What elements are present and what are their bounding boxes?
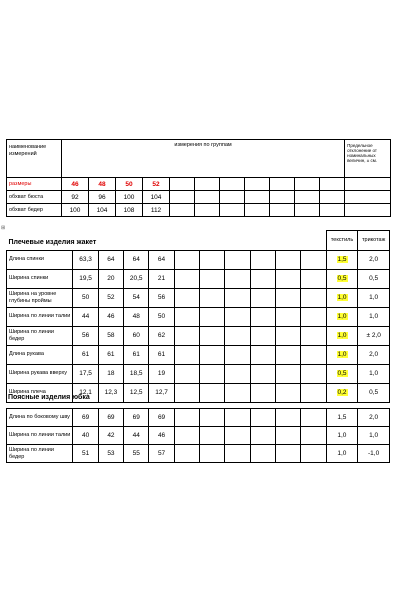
- tolerance-knit: ± 2,0: [358, 326, 390, 345]
- cell-value: 44: [124, 427, 149, 445]
- cell-value: 56: [149, 288, 174, 307]
- row-label: Ширина по линии бедер: [7, 445, 73, 463]
- cell-value: 18,5: [124, 364, 149, 383]
- tolerance-knit: 2,0: [358, 345, 390, 364]
- cell-value: 57: [149, 445, 174, 463]
- section-title-skirt: Поясные изделия юбка: [8, 394, 90, 401]
- row-label: Длина рукава: [7, 345, 73, 364]
- cell-value: 46: [98, 307, 123, 326]
- sizes-row: [7, 178, 391, 191]
- cell-value: 104: [143, 191, 170, 204]
- cell-value: 20: [98, 269, 123, 288]
- table-row: [7, 250, 390, 269]
- header-measurement-name: наименование измерений: [7, 140, 62, 178]
- tolerance-knit: 2,0: [358, 250, 390, 269]
- cell-value: 54: [124, 288, 149, 307]
- size-value: 52: [143, 178, 170, 191]
- cell-value: 56: [73, 326, 98, 345]
- cell-value: 64: [149, 250, 174, 269]
- tolerance-knit: 1,0: [358, 427, 390, 445]
- row-label: обхват бюста: [7, 191, 62, 204]
- col-header-textile: текстиль: [326, 231, 358, 251]
- table-row: [7, 364, 390, 383]
- row-label: Ширина рукава вверху: [7, 364, 73, 383]
- cell-value: 69: [98, 409, 123, 427]
- cell-value: 17,5: [73, 364, 98, 383]
- cell-value: 62: [149, 326, 174, 345]
- cell-value: 64: [98, 250, 123, 269]
- cell-value: 61: [149, 345, 174, 364]
- cell-value: 69: [149, 409, 174, 427]
- row-label: Длина по боковому шву: [7, 409, 73, 427]
- cell-value: 53: [98, 445, 123, 463]
- table-row: [7, 307, 390, 326]
- cell-value: 69: [73, 409, 98, 427]
- table-row: [7, 269, 390, 288]
- header-tolerance: Предельное отклонение от номинальных величин, ± см.: [345, 140, 391, 178]
- cell-value: 42: [98, 427, 123, 445]
- cell-value: 104: [89, 204, 116, 217]
- cell-value: 61: [73, 345, 98, 364]
- size-value: 50: [116, 178, 143, 191]
- sizes-table: [6, 139, 391, 217]
- cell-value: 108: [116, 204, 143, 217]
- table-row: [7, 191, 391, 204]
- cell-value: 12,5: [124, 383, 149, 402]
- cell-value: 52: [98, 288, 123, 307]
- row-label: Длина спинки: [7, 250, 73, 269]
- jacket-table: [6, 230, 390, 403]
- row-label: Ширина по линии талии: [7, 427, 73, 445]
- row-label: Ширина по линии бедер: [7, 326, 73, 345]
- table-row: [7, 409, 390, 427]
- tolerance-textile: 1,5: [326, 409, 358, 427]
- tolerance-textile: 1,0: [326, 445, 358, 463]
- cell-value: 96: [89, 191, 116, 204]
- tolerance-textile: 1,0: [337, 332, 347, 339]
- cell-value: 12,3: [98, 383, 123, 402]
- tolerance-textile: 0,5: [337, 275, 347, 282]
- tolerance-textile: 1,0: [337, 351, 347, 358]
- col-header-knit: трикотаж: [358, 231, 390, 251]
- cell-value: 100: [62, 204, 89, 217]
- table-row: [7, 427, 390, 445]
- tolerance-textile: 0,5: [337, 370, 347, 377]
- cell-value: 44: [73, 307, 98, 326]
- cell-value: 19: [149, 364, 174, 383]
- cell-value: 55: [124, 445, 149, 463]
- tolerance-knit: -1,0: [358, 445, 390, 463]
- tolerance-knit: 1,0: [358, 288, 390, 307]
- table-row: [7, 345, 390, 364]
- tolerance-knit: 0,5: [358, 269, 390, 288]
- cell-value: 40: [73, 427, 98, 445]
- tolerance-textile: 0,2: [337, 389, 347, 396]
- cell-value: 61: [98, 345, 123, 364]
- cell-value: 18: [98, 364, 123, 383]
- cell-value: 21: [149, 269, 174, 288]
- cell-value: 69: [124, 409, 149, 427]
- row-label: Ширина по линии талии: [7, 307, 73, 326]
- row-label: Ширина на уровне глубины проймы: [7, 288, 73, 307]
- sizes-label: размеры: [7, 178, 62, 191]
- header-group-measurements: измерения по группам: [62, 140, 345, 178]
- cell-value: 51: [73, 445, 98, 463]
- row-label: Ширина плеча: [7, 383, 73, 402]
- row-label: Ширина спинки: [7, 269, 73, 288]
- cell-value: 63,3: [73, 250, 98, 269]
- table-row: [7, 204, 391, 217]
- cell-value: 61: [124, 345, 149, 364]
- tolerance-textile: 1,0: [337, 294, 347, 301]
- cell-value: 64: [124, 250, 149, 269]
- cell-value: 50: [73, 288, 98, 307]
- size-value: 46: [62, 178, 89, 191]
- tolerance-textile: 1,5: [337, 256, 347, 263]
- cell-value: 48: [124, 307, 149, 326]
- cell-value: 12,7: [149, 383, 174, 402]
- table-row: [7, 445, 390, 463]
- tolerance-knit: 0,5: [358, 383, 390, 402]
- cell-value: 46: [149, 427, 174, 445]
- tolerance-knit: 2,0: [358, 409, 390, 427]
- anchor-icon: ⊞: [1, 225, 6, 231]
- cell-value: 19,5: [73, 269, 98, 288]
- cell-value: 100: [116, 191, 143, 204]
- skirt-table: [6, 408, 390, 463]
- tolerance-textile: 1,0: [337, 313, 347, 320]
- tolerance-textile: 1,0: [326, 427, 358, 445]
- cell-value: 92: [62, 191, 89, 204]
- cell-value: 58: [98, 326, 123, 345]
- row-label: обхват бедер: [7, 204, 62, 217]
- cell-value: 60: [124, 326, 149, 345]
- section-title-jacket: Плечевые изделия жакет: [8, 238, 97, 246]
- cell-value: 12,1: [73, 383, 98, 402]
- cell-value: 112: [143, 204, 170, 217]
- size-value: 48: [89, 178, 116, 191]
- cell-value: 50: [149, 307, 174, 326]
- tolerance-knit: 1,0: [358, 364, 390, 383]
- table-row: [7, 326, 390, 345]
- tolerance-knit: 1,0: [358, 307, 390, 326]
- table-row: [7, 288, 390, 307]
- cell-value: 20,5: [124, 269, 149, 288]
